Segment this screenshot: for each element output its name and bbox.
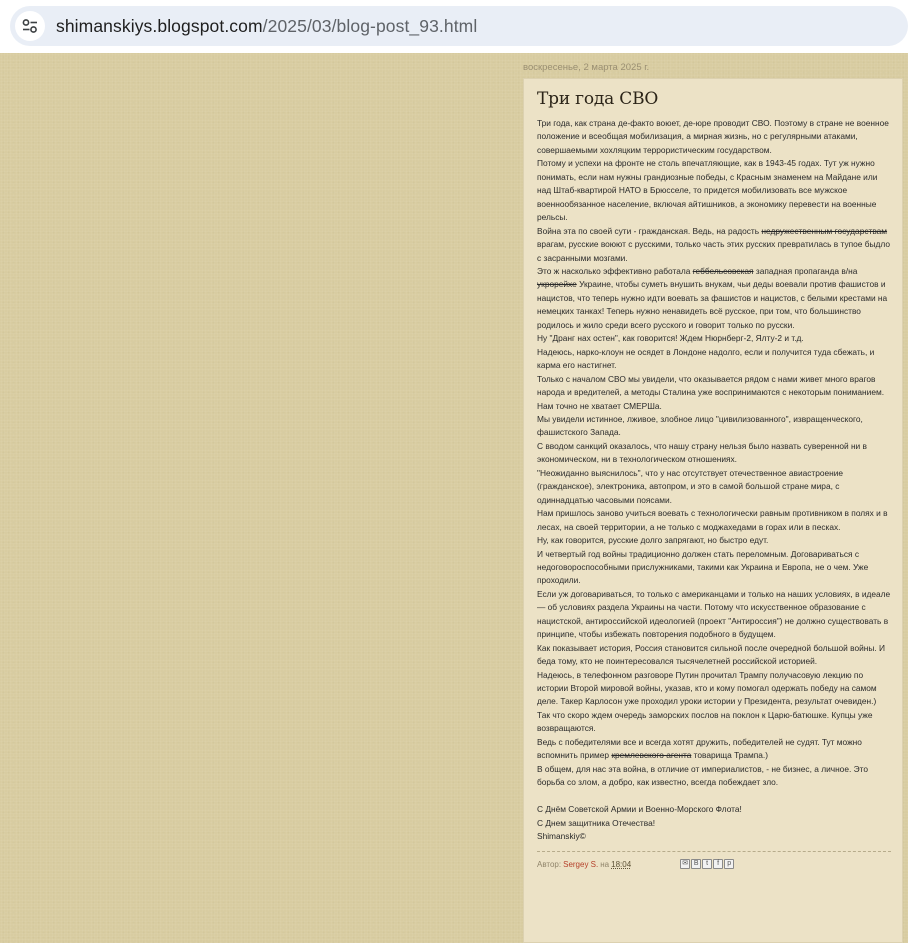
facebook-icon[interactable]: f xyxy=(713,859,723,869)
author-prefix: Автор: xyxy=(537,859,562,869)
post-paragraph xyxy=(537,225,893,265)
post-title[interactable]: Три года СВО xyxy=(537,89,659,109)
paragraph-text: "Неожиданно выяснилось", что у нас отсутствует отечественное авиастроение (гражданское), электроника, автопром, и это в самой большой стране мира, с одиннадцатью часовыми поясами. xyxy=(537,467,844,505)
strikethrough-text: недружественным государствам xyxy=(761,225,888,236)
post-paragraph xyxy=(537,157,893,224)
post-paragraph xyxy=(537,803,893,816)
paragraph-text: Как показывает история, Россия становится сильной после очередной большой войны. И беда тому, кто не поинтересовался тысячелетней российской историей. xyxy=(537,642,885,667)
paragraph-text: Три года, как страна де-факто воюет, де-юре проводит СВО. Поэтому в стране не военное положение и всеобщая мобилизация, а мирная жизнь, но с регулярными атаками, совершаемыми хохляцким террористическим государством. xyxy=(537,118,889,155)
blogthis-icon[interactable]: B xyxy=(691,859,701,869)
blog-page xyxy=(0,53,908,943)
paragraph-text: Надеюсь, в телефонном разговоре Путин прочитал Трампу получасовую лекцию по истории Второй мировой войны, указав, кто и кому помогал одержать победу на самом деле. Такер Карлосон уже проходил уроки истории у Президента, результат очевиден.) xyxy=(537,669,877,707)
post-paragraph xyxy=(537,709,893,736)
twitter-icon[interactable]: t xyxy=(702,859,712,869)
post-paragraph xyxy=(537,669,893,709)
paragraph-text: Только с началом СВО мы увидели, что оказывается рядом с нами живет много врагов народа и вредителей, а методы Сталина уже воспринимаются с некоторым пониманием. Нам точно не хватает СМЕРШа. xyxy=(537,373,885,411)
post-paragraph xyxy=(537,534,893,547)
post-paragraph xyxy=(537,413,893,440)
post-paragraph xyxy=(537,507,893,534)
paragraph-text: Ну, как говорится, русские долго запрягают, но быстро едут. xyxy=(537,535,769,546)
paragraph-text: В общем, для нас эта война, в отличие от империалистов, - не бизнес, а личное. Это борьба со злом, а добро, как известно, всегда побеждает зло. xyxy=(537,763,868,788)
paragraph-text: Война эта по своей сути - гражданская. Ведь, на радость xyxy=(537,225,762,236)
paragraph-text: С Днём Советской Армии и Военно-Морского Флота! xyxy=(537,804,742,815)
email-icon[interactable]: ✉ xyxy=(680,859,690,869)
paragraph-text: Shimanskiy© xyxy=(537,831,586,841)
post-paragraph xyxy=(537,736,893,763)
author-link[interactable]: Sergey S. xyxy=(563,859,599,869)
paragraph-text: Мы увидели истинное, лживое, злобное лицо "цивилизованного", извращенческого, фашистского Запада. xyxy=(537,413,863,438)
url-text[interactable] xyxy=(56,16,477,37)
paragraph-text: Это ж насколько эффективно работала xyxy=(537,265,693,276)
paragraph-text: Нам пришлось заново учиться воевать с технологически равным противником в полях и в лесах, на своей территории, а не только с моджахедами в горах или в песках. xyxy=(537,508,888,532)
post-divider xyxy=(537,851,891,852)
paragraph-text: С Днем защитника Отечества! xyxy=(537,817,656,828)
post-paragraph xyxy=(537,346,893,373)
post-paragraph xyxy=(537,265,893,332)
strikethrough-text: укрорейхе xyxy=(537,279,577,290)
tune-icon xyxy=(22,19,38,33)
site-info-button[interactable] xyxy=(15,11,45,41)
paragraph-text: И четвертый год войны традиционно должен стать переломным. Договариваться с недоговороспособными прислужниками, такими как Украина и Европа, не о чем. Уже проходили. xyxy=(537,548,869,586)
strikethrough-text: геббельсовская xyxy=(692,265,754,276)
date-header: воскресенье, 2 марта 2025 г. xyxy=(523,62,650,73)
paragraph-text: врагам, русские воюют с русскими, только часть этих русских превратилась в тупое быдло с засранными мозгами. xyxy=(537,239,891,263)
post-paragraph xyxy=(537,817,893,830)
share-buttons xyxy=(680,859,734,869)
browser-toolbar xyxy=(0,0,908,53)
paragraph-text: С вводом санкций оказалось, что нашу страну нельзя было назвать суверенной ни в экономическом, ни в технологическом отношениях. xyxy=(537,440,867,465)
post-body xyxy=(537,117,893,843)
post-footer xyxy=(537,859,890,869)
post-paragraph xyxy=(537,763,893,790)
pinterest-icon[interactable]: p xyxy=(724,859,734,869)
paragraph-text: Потому и успехи на фронте не столь впечатляющие, как в 1943-45 годах. Тут уж нужно понимать, если нам нужны грандиозные победы, с Красным знаменем на Майдане или над Штаб-квартирой НАТО в Брюсселе, то придется мобилизовать все мужское военнообязанное население, включая айтишников, а экономику перевести на военные рельсы. xyxy=(537,158,878,223)
paragraph-text: Ведь с победителями все и всегда хотят дружить, победителей не судят. Тут можно вспомнить пример xyxy=(537,736,862,761)
post-paragraph xyxy=(537,548,893,588)
paragraph-text: товарища Трампа.) xyxy=(691,750,769,761)
post-paragraph xyxy=(537,332,893,345)
blog-post xyxy=(523,78,903,943)
strikethrough-text: кремлевского агента xyxy=(611,750,692,761)
url-host: shimanskiys.blogspot.com xyxy=(56,15,263,36)
address-bar[interactable] xyxy=(10,6,908,46)
paragraph-text: Так что скоро ждем очередь заморских послов на поклон к Царю-батюшке. Купцы уже возвращаются. xyxy=(537,709,873,734)
paragraph-text: Украине, чтобы суметь внушить внукам, чьи деды воевали против фашистов и нацистов, что теперь нужно идти воевать за фашистов и нацистов, с белыми крестами на немецких танках! Теперь нужно ненавидеть всё русское, при том, что большинство родилось и жило среди всего русского и говорит только по русски. xyxy=(537,279,888,330)
post-paragraph xyxy=(537,588,893,642)
time-prefix: на xyxy=(600,859,610,869)
paragraph-text: Ну "Дранг нах остен", как говорится! Ждем Нюрнберг-2, Ялту-2 и т.д. xyxy=(537,333,804,344)
paragraph-text: Если уж договариваться, то только с американцами и только на наших условиях, в идеале — об условиях раздела Украины на части. Потому что искусственное образование с нацистской, антироссийской идеологией (проект "Антироссия") не должно существовать в принципе, чтобы избежать повторения подобного в будущем. xyxy=(537,588,891,640)
url-path: /2025/03/blog-post_93.html xyxy=(262,15,478,36)
post-paragraph xyxy=(537,467,893,507)
post-paragraph xyxy=(537,642,893,669)
post-time-link[interactable]: 18:04 xyxy=(611,859,632,869)
paragraph-gap xyxy=(537,790,893,803)
paragraph-text: Надеюсь, нарко-клоун не осядет в Лондоне надолго, если и получится туда сбежать, и карма его настигнет. xyxy=(537,346,875,371)
post-paragraph xyxy=(537,117,893,157)
post-paragraph xyxy=(537,440,893,467)
post-paragraph xyxy=(537,373,893,413)
post-paragraph xyxy=(537,830,893,843)
paragraph-text: западная пропаганда в/на xyxy=(753,265,858,276)
